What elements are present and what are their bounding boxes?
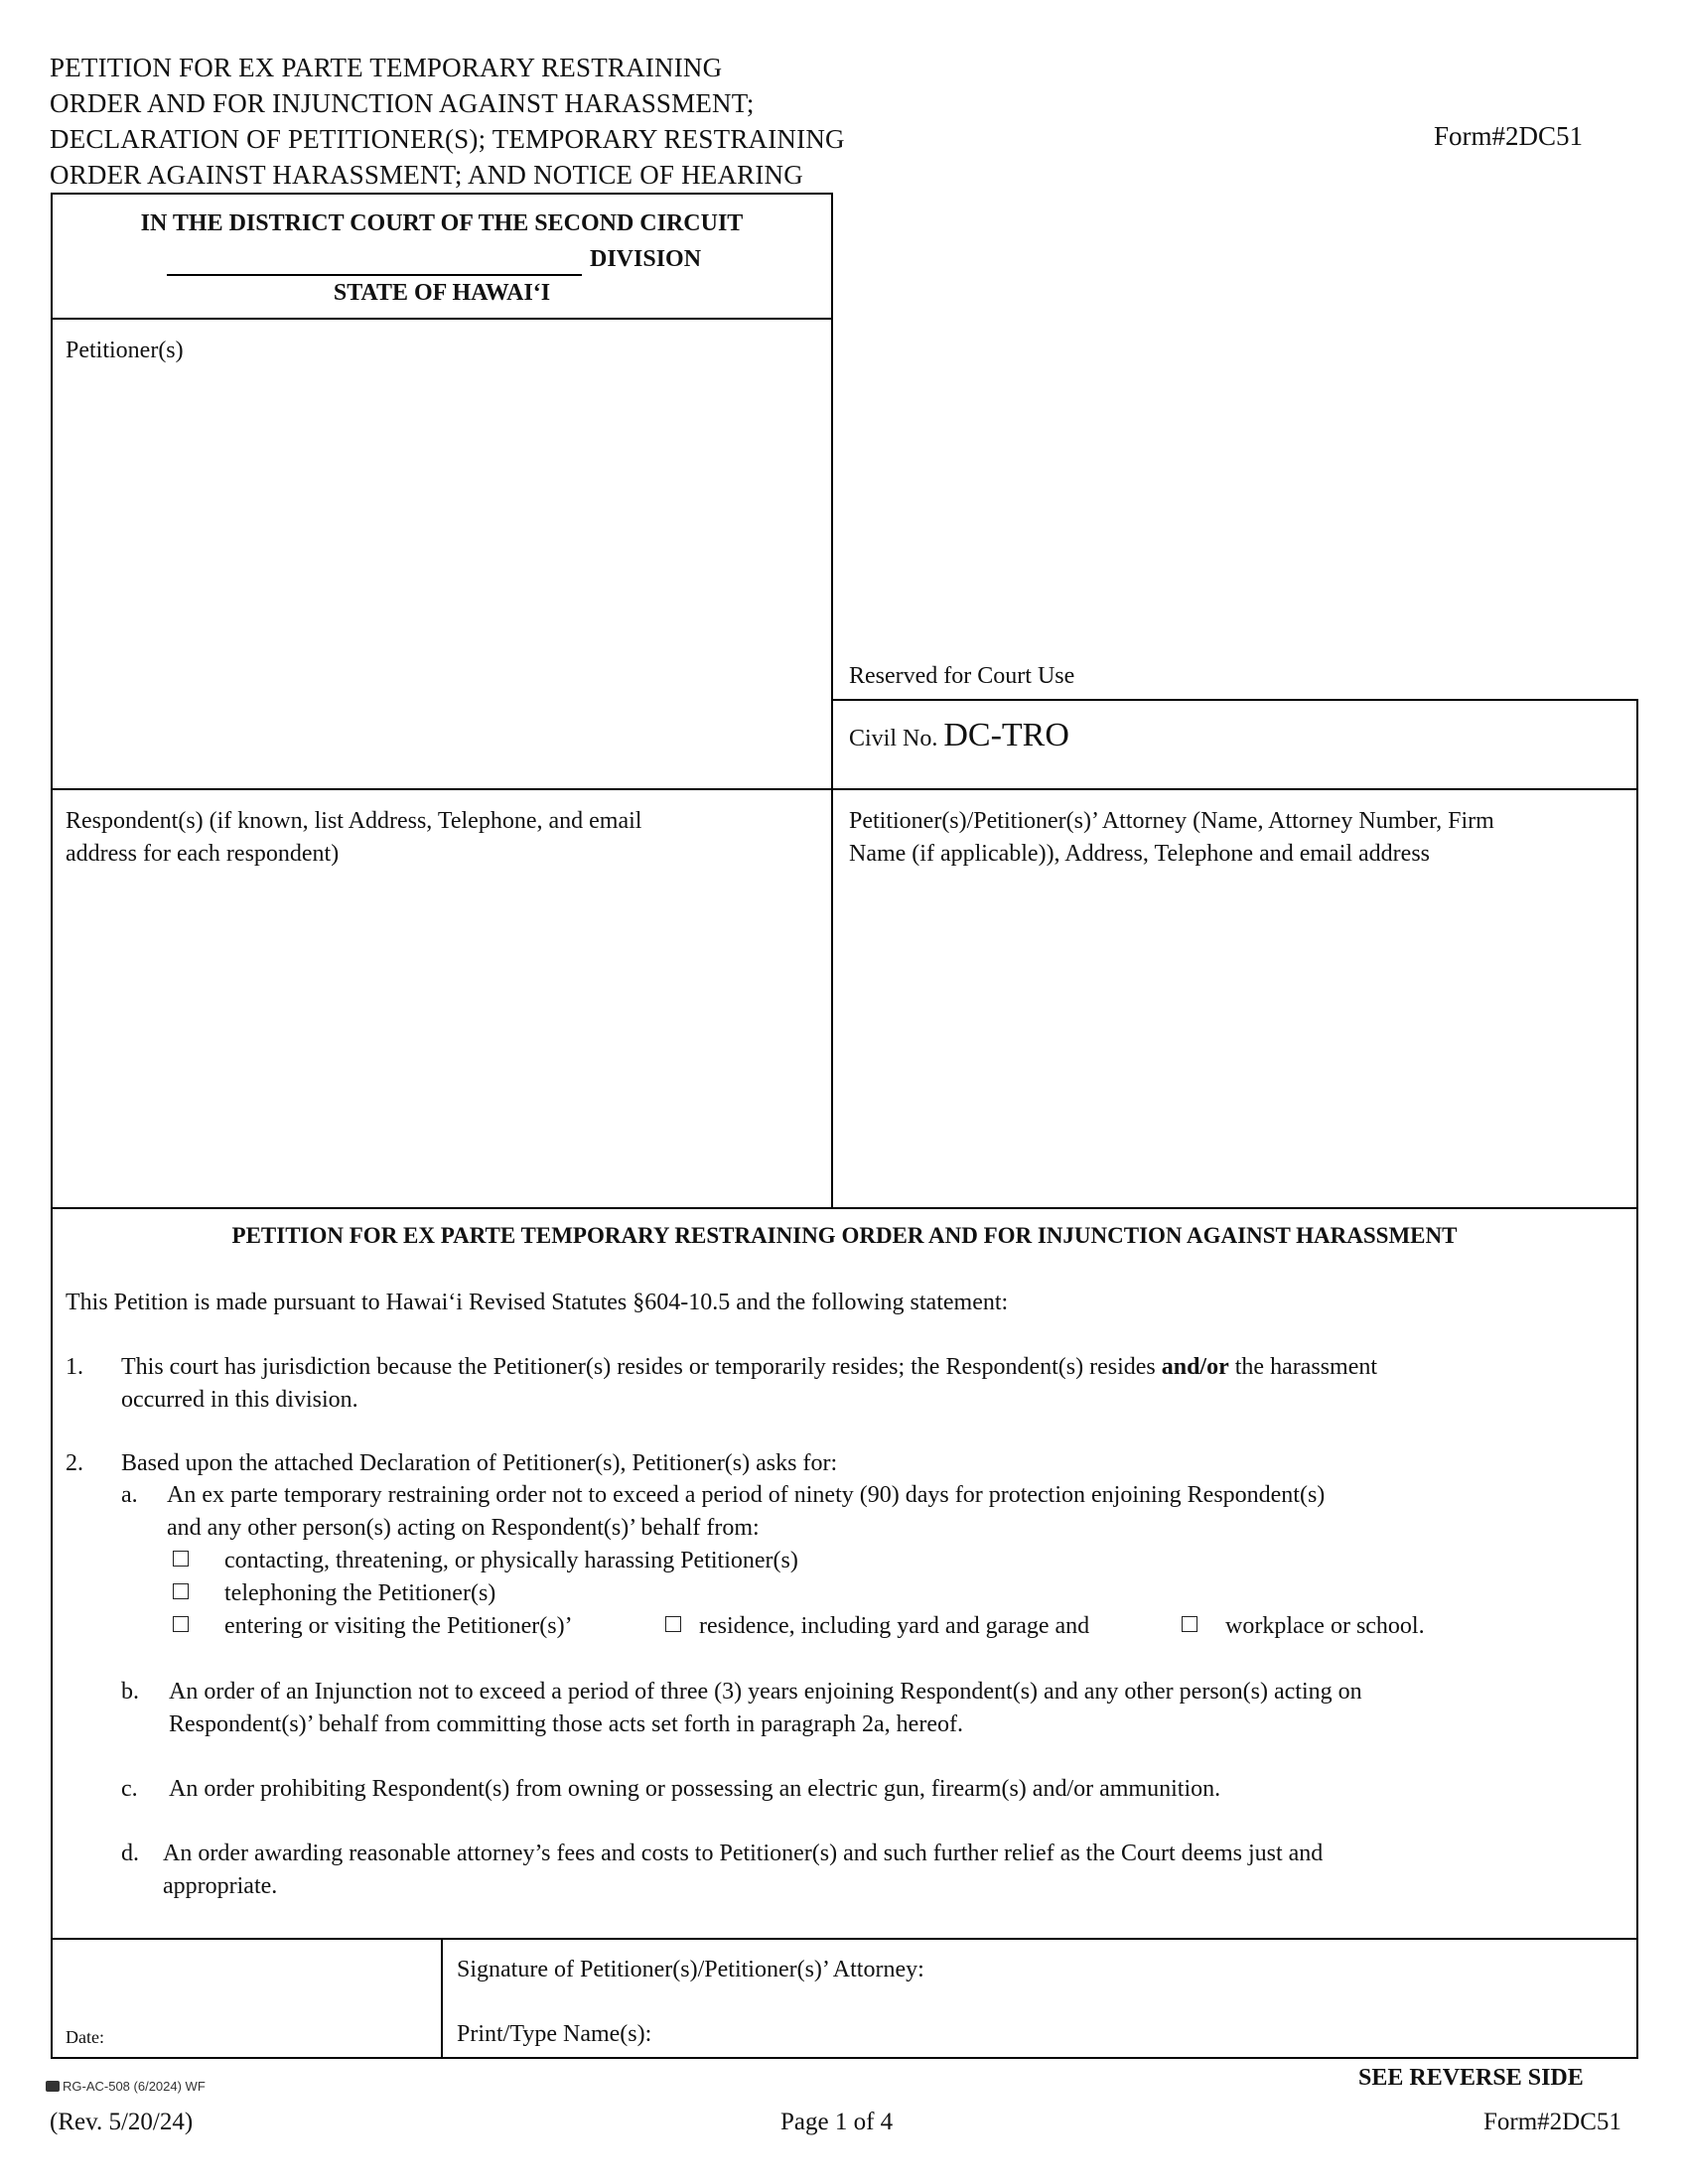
form-number-top: Form#2DC51 <box>1434 121 1584 151</box>
print-name-label: Print/Type Name(s): <box>457 2021 652 2047</box>
signature-label: Signature of Petitioner(s)/Petitioner(s)’ Attorney: <box>457 1957 924 1982</box>
court-name: IN THE DISTRICT COURT OF THE SECOND CIRCUIT <box>140 210 744 236</box>
item-2c-letter: c. <box>121 1776 138 1802</box>
petition-intro: This Petition is made pursuant to Hawai‘i Revised Statutes §604-10.5 and the following statement: <box>66 1290 1009 1315</box>
checkbox-row-workplace <box>1182 1610 1425 1643</box>
item-2b-letter: b. <box>121 1679 139 1705</box>
civil-no <box>849 717 1069 754</box>
rg-code: RG-AC-508 (6/2024) WF <box>63 2079 206 2094</box>
title-line-3: DECLARATION OF PETITIONER(S); TEMPORARY RESTRAINING <box>50 124 845 154</box>
parties-divider <box>51 788 1638 790</box>
petitioner-right-border <box>831 318 833 790</box>
item-2c-text: An order prohibiting Respondent(s) from owning or possessing an electric gun, firearm(s) and/or ammunition. <box>169 1776 1221 1802</box>
checkbox-row-contacting <box>173 1545 798 1577</box>
page-number: Page 1 of 4 <box>780 2109 894 2135</box>
form-number-bottom: Form#2DC51 <box>1483 2109 1621 2135</box>
item-2d-letter: d. <box>121 1841 139 1866</box>
item-2-number: 2. <box>66 1450 83 1476</box>
revision-date: (Rev. 5/20/24) <box>50 2109 194 2135</box>
item-1-text-bold: and/or <box>1161 1354 1229 1380</box>
form-title <box>50 50 845 193</box>
item-2d-text <box>163 1838 1323 1903</box>
item-2b-text-line-1: An order of an Injunction not to exceed a period of three (3) years enjoining Respondent(s) and any other person(s) acting on <box>169 1679 1362 1705</box>
checkbox-residence-label: residence, including yard and garage and <box>699 1613 1090 1639</box>
checkbox-workplace[interactable] <box>1182 1616 1197 1632</box>
checkbox-row-residence <box>665 1610 1089 1643</box>
item-2a-text <box>167 1479 1325 1545</box>
attorney-label <box>849 805 1494 871</box>
item-2a-text-line-1: An ex parte temporary restraining order not to exceed a period of ninety (90) days for protection enjoining Respondent(s) <box>167 1482 1326 1508</box>
checkbox-entering[interactable] <box>173 1616 189 1632</box>
respondent-label-line-2: address for each respondent) <box>66 841 340 867</box>
civil-no-label: Civil No. <box>849 726 938 751</box>
item-2b-text <box>169 1676 1362 1741</box>
respondent-left-border <box>51 788 53 1209</box>
item-1-number: 1. <box>66 1354 83 1380</box>
item-2b-text-line-2: Respondent(s)’ behalf from committing those acts set forth in paragraph 2a, hereof. <box>169 1711 963 1737</box>
checkbox-telephoning-label: telephoning the Petitioner(s) <box>224 1580 496 1606</box>
item-1-text-c: occurred in this division. <box>121 1387 358 1413</box>
respondent-attorney-divider <box>831 788 833 1209</box>
item-1-text-a: This court has jurisdiction because the Petitioner(s) resides or temporarily resides; the Respondent(s) resides <box>121 1354 1162 1380</box>
item-2d-text-line-1: An order awarding reasonable attorney’s fees and costs to Petitioner(s) and such further relief as the Court deems just and <box>163 1841 1324 1866</box>
attorney-label-line-2: Name (if applicable)), Address, Telephone and email address <box>849 841 1430 867</box>
checkbox-residence[interactable] <box>665 1616 681 1632</box>
reserved-court-use-label: Reserved for Court Use <box>849 663 1075 689</box>
division-blank-line <box>167 274 582 276</box>
checkbox-telephoning[interactable] <box>173 1583 189 1599</box>
item-2a-letter: a. <box>121 1482 138 1508</box>
item-1-text-b: the harassment <box>1228 1354 1378 1380</box>
right-outer-border-upper <box>1636 699 1638 1209</box>
date-label: Date: <box>66 2027 104 2047</box>
attorney-label-line-1: Petitioner(s)/Petitioner(s)’ Attorney (Name, Attorney Number, Firm <box>849 808 1494 834</box>
checkbox-row-entering <box>173 1610 573 1643</box>
title-line-2: ORDER AND FOR INJUNCTION AGAINST HARASSMENT; <box>50 88 755 118</box>
title-line-1: PETITION FOR EX PARTE TEMPORARY RESTRAINING <box>50 53 723 82</box>
wheelchair-accessibility-icon <box>46 2081 60 2092</box>
civil-no-top-border <box>831 699 1638 701</box>
item-1-text <box>121 1351 1611 1417</box>
state-label: STATE OF HAWAI‘I <box>333 280 551 306</box>
see-reverse-side: SEE REVERSE SIDE <box>1358 2065 1584 2091</box>
checkbox-row-telephoning <box>173 1577 495 1610</box>
title-line-4: ORDER AGAINST HARASSMENT; AND NOTICE OF HEARING <box>50 160 803 190</box>
civil-no-value: DC-TRO <box>943 717 1069 753</box>
item-2d-text-line-2: appropriate. <box>163 1873 278 1899</box>
signature-divider <box>441 1938 443 2059</box>
checkbox-entering-label: entering or visiting the Petitioner(s)’ <box>224 1613 573 1639</box>
respondent-label-line-1: Respondent(s) (if known, list Address, Telephone, and email <box>66 808 642 834</box>
item-2a-text-line-2: and any other person(s) acting on Respondent(s)’ behalf from: <box>167 1515 760 1541</box>
petition-heading: PETITION FOR EX PARTE TEMPORARY RESTRAINING ORDER AND FOR INJUNCTION AGAINST HARASSMENT <box>231 1223 1458 1248</box>
respondent-label <box>66 805 641 871</box>
item-2-text: Based upon the attached Declaration of Petitioner(s), Petitioner(s) asks for: <box>121 1450 838 1476</box>
checkbox-workplace-label: workplace or school. <box>1225 1613 1425 1639</box>
rg-code-row <box>46 2079 206 2094</box>
checkbox-contacting-label: contacting, threatening, or physically harassing Petitioner(s) <box>224 1548 798 1573</box>
petitioner-left-border <box>51 318 53 790</box>
checkbox-contacting[interactable] <box>173 1551 189 1567</box>
petitioner-label: Petitioner(s) <box>66 338 184 363</box>
division-label: DIVISION <box>590 246 702 272</box>
